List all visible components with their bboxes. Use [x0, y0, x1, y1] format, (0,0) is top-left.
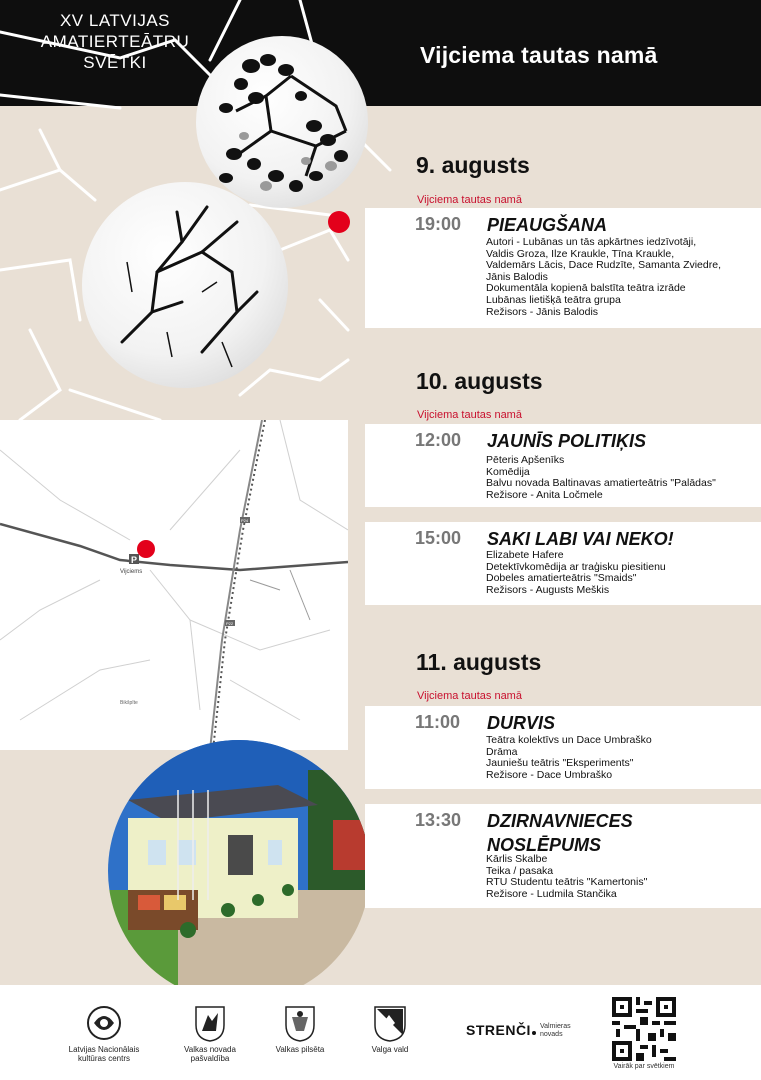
- detail-line: Dobeles amatierteātris "Smaids": [486, 572, 637, 585]
- detail-line: Elizabete Hafere: [486, 549, 564, 561]
- festival-title-line2: AMATIERTEĀTRU: [40, 32, 190, 51]
- logo-caption: Valkas pilsēta: [275, 1045, 325, 1054]
- detail-line: Režisore - Anita Ločmele: [486, 488, 603, 501]
- detail-line: Autori - Lubānas un tās apkārtnes iedzīvotāji,: [486, 236, 697, 248]
- event-card: [365, 804, 761, 908]
- valga-shield-icon: [373, 1005, 407, 1043]
- masks-tree-illustration: [196, 36, 368, 208]
- event-time: 13:30: [415, 810, 462, 830]
- event-time: 11:00: [415, 712, 461, 732]
- culture-centre-emblem-icon: [84, 1003, 124, 1043]
- event-title: DURVIS: [487, 713, 556, 733]
- event-title: JAUNĪS POLITIĶIS: [487, 431, 647, 451]
- venue-heading: Vijciema tautas namā: [420, 42, 658, 68]
- event-details: [486, 237, 758, 318]
- event-details: [486, 854, 758, 900]
- parking-icon: P: [131, 555, 138, 565]
- event-details: [486, 455, 758, 501]
- detail-line: Režisors - Augusts Meškis: [486, 583, 610, 596]
- detail-line: Režisore - Dace Umbraško: [486, 768, 613, 781]
- valka-county-coat-of-arms: [170, 1005, 250, 1063]
- map-place-name: Vijciems: [120, 569, 143, 575]
- location-dot-top: [328, 211, 350, 233]
- date-heading-2: 10. augusts: [416, 368, 543, 394]
- qr-code-icon: [612, 997, 676, 1061]
- detail-line: RTU Studentu teātris "Kamertonis": [486, 876, 648, 889]
- branches-illustration: [82, 182, 288, 388]
- logo-caption: Valkas novada: [184, 1045, 236, 1054]
- venue-label-2: Vijciema tautas namā: [417, 409, 522, 421]
- strenci-dot-icon: [532, 1031, 536, 1035]
- qr-code[interactable]: [612, 997, 676, 1070]
- detail-line: Balvu novada Baltinavas amatierteātris "Palādas": [486, 477, 716, 490]
- valka-county-shield-icon: [194, 1005, 226, 1043]
- strenci-subtitle-line2: novads: [540, 1031, 563, 1038]
- venue-photo: [108, 740, 370, 1002]
- valka-city-coat-of-arms: [265, 1005, 335, 1054]
- detail-line: Lubānas lietišķā teātra grupa: [486, 293, 621, 306]
- venue-label-1: Vijciema tautas namā: [417, 194, 522, 206]
- detail-line: Drāma: [486, 745, 518, 758]
- date-heading-1: 9. augusts: [416, 152, 530, 178]
- latvian-national-culture-centre-logo: [52, 1003, 156, 1063]
- road-label-a: P24: [241, 518, 249, 523]
- road-label-b: P22: [226, 621, 234, 626]
- strenci-wordmark: STRENČI: [466, 1022, 531, 1038]
- event-card: [365, 522, 761, 605]
- detail-line: Režisore - Ludmila Stančika: [486, 887, 617, 900]
- detail-line: Valdis Groza, Ilze Kraukle, Tīna Kraukle,: [486, 247, 675, 260]
- detail-line: Režisors - Jānis Balodis: [486, 305, 599, 318]
- festival-title-line1: XV LATVIJAS: [59, 11, 171, 30]
- detail-line: Jauniešu teātris "Eksperiments": [486, 757, 634, 770]
- detail-line: Teātra kolektīvs un Dace Umbraško: [486, 734, 652, 746]
- map-place-small: Bikšpīte: [120, 700, 138, 706]
- valga-coat-of-arms: [358, 1005, 422, 1054]
- event-card: [365, 706, 761, 789]
- event-card: [365, 208, 761, 328]
- date-heading-3: 11. augusts: [416, 649, 542, 675]
- venue-label-3: Vijciema tautas namā: [417, 690, 522, 702]
- detail-line: Teika / pasaka: [486, 864, 554, 877]
- event-title: SAKI LABI VAI NEKO!: [487, 529, 674, 549]
- detail-line: Valdemārs Lācis, Dace Rudzīte, Samanta Zviedre,: [486, 259, 721, 272]
- detail-line: Pēteris Apšenīks: [486, 454, 565, 466]
- event-time: 15:00: [415, 528, 462, 548]
- location-map: [0, 420, 348, 750]
- logo-caption: pašvaldība: [190, 1054, 230, 1063]
- event-title: DZIRNAVNIECES NOSLĒPUMS: [487, 811, 633, 855]
- strenci-subtitle-line1: Valmieras: [540, 1023, 571, 1030]
- qr-caption: Vairāk par svētkiem: [613, 1063, 675, 1070]
- location-pin: [137, 540, 155, 558]
- detail-line: Detektīvkomēdija ar traģisku piesitienu: [486, 560, 666, 573]
- event-title: PIEAUGŠANA: [487, 215, 608, 235]
- logo-caption: kultūras centrs: [77, 1054, 131, 1063]
- event-details: [486, 735, 758, 781]
- event-time: 12:00: [415, 430, 462, 450]
- valka-city-shield-icon: [284, 1005, 316, 1043]
- detail-line: Komēdija: [486, 465, 530, 478]
- festival-title-line3: SVĒTKI: [83, 53, 147, 72]
- strenci-logo: [466, 1022, 576, 1046]
- detail-line: Kārlis Skalbe: [486, 853, 548, 865]
- detail-line: Jānis Balodis: [486, 270, 548, 283]
- event-card: [365, 424, 761, 507]
- event-details: [486, 550, 758, 596]
- detail-line: Dokumentāla kopienā balstīta teātra izrāde: [486, 282, 686, 295]
- logo-caption: Valga vald: [371, 1045, 409, 1054]
- event-time: 19:00: [415, 214, 462, 234]
- logo-caption: Latvijas Nacionālais: [68, 1045, 140, 1054]
- footer-logos: [0, 985, 761, 1080]
